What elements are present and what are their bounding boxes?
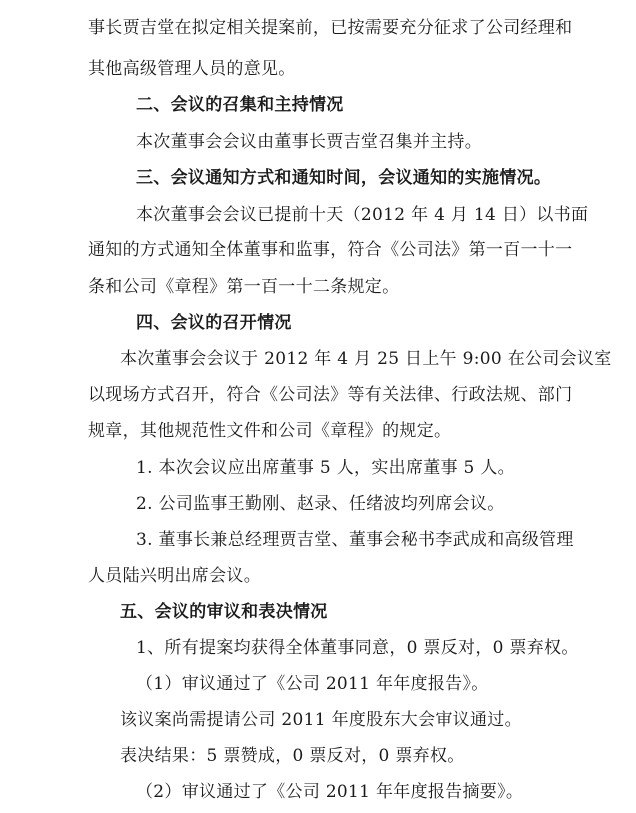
text-line: 本次董事会会议由董事长贾吉堂召集并主持。: [136, 132, 482, 152]
text-line: 本次董事会会议已提前十天（2012 年 4 月 14 日）以书面: [136, 205, 589, 225]
list-item: 3. 董事长兼总经理贾吉堂、董事会秘书李武成和高级管理: [136, 530, 574, 550]
text-line: 人员陆兴明出席会议。: [88, 566, 261, 586]
section-heading: 二、会议的召集和主持情况: [136, 95, 344, 115]
section-heading: 五、会议的审议和表决情况: [120, 602, 328, 622]
text-line: （2）审议通过了《公司 2011 年年度报告摘要》。: [136, 782, 524, 802]
text-line: 表决结果：5 票赞成，0 票反对，0 票弃权。: [120, 746, 465, 766]
text-line: 该议案尚需提请公司 2011 年度股东大会审议通过。: [120, 710, 522, 730]
text-line: 通知的方式通知全体董事和监事，符合《公司法》第一百一十一: [88, 240, 573, 260]
list-item: 1. 本次会议应出席董事 5 人，实出席董事 5 人。: [136, 458, 515, 478]
text-line: 1、所有提案均获得全体董事同意，0 票反对，0 票弃权。: [136, 638, 579, 658]
text-line: 规章，其他规范性文件和公司《章程》的规定。: [88, 421, 452, 441]
text-line: 其他高级管理人员的意见。: [88, 59, 296, 79]
text-line: 事长贾吉堂在拟定相关提案前，已按需要充分征求了公司经理和: [88, 18, 573, 38]
section-heading: 三、会议通知方式和通知时间，会议通知的实施情况。: [136, 168, 552, 188]
section-heading: 四、会议的召开情况: [136, 313, 292, 333]
text-line: （1）审议通过了《公司 2011 年年度报告》。: [136, 674, 489, 694]
text-line: 以现场方式召开，符合《公司法》等有关法律、行政法规、部门: [88, 385, 573, 405]
text-line: 条和公司《章程》第一百一十二条规定。: [88, 277, 400, 297]
text-line: 本次董事会会议于 2012 年 4 月 25 日上午 9:00 在公司会议室: [120, 349, 612, 369]
list-item: 2. 公司监事王勤刚、赵录、任绪波均列席会议。: [136, 494, 505, 514]
